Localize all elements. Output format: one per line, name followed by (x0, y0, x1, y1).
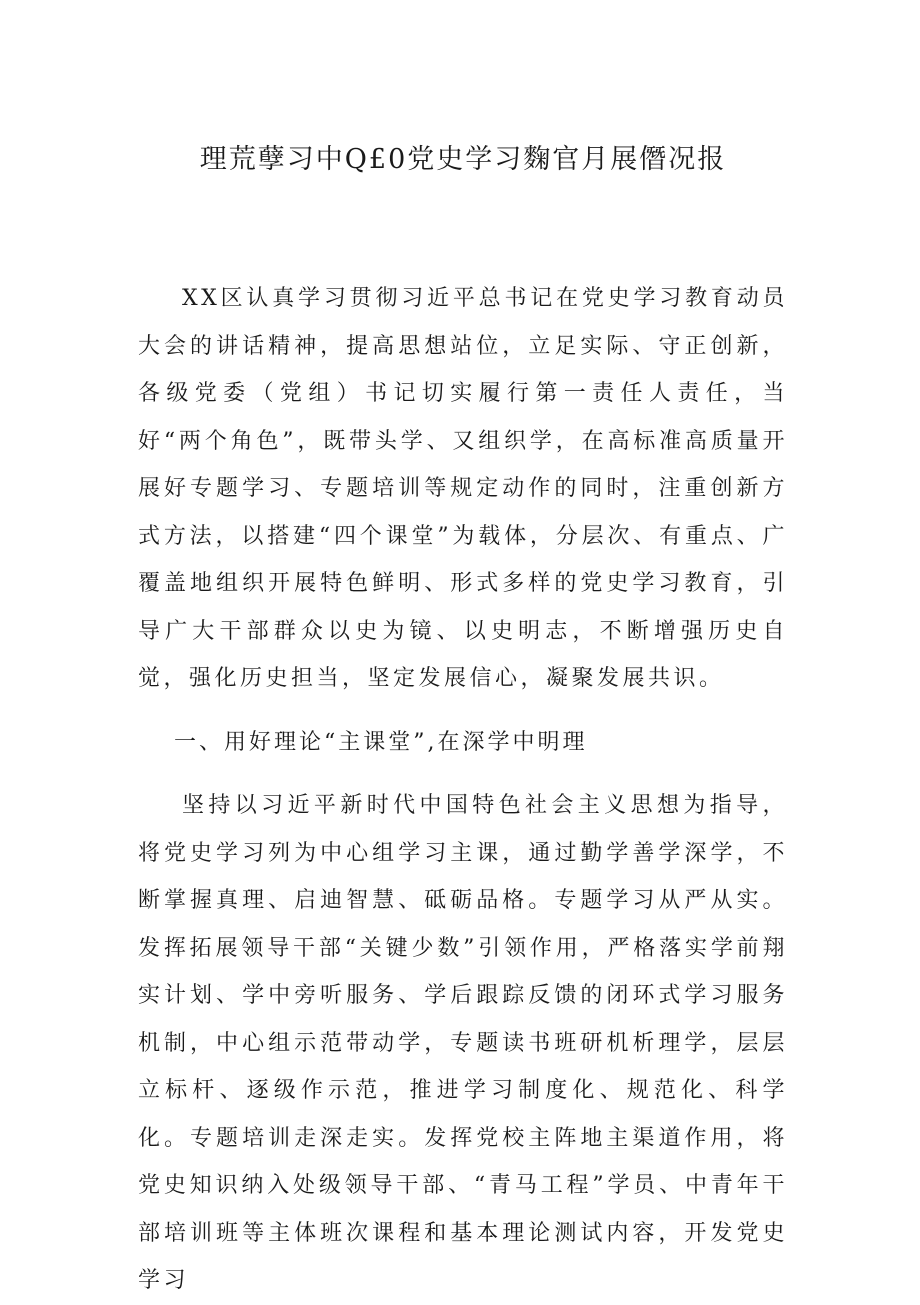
section-heading-1: 一、用好理论“主课堂”,在深学中明理 (174, 729, 588, 755)
section-1-paragraph: 坚持以习近平新时代中国特色社会主义思想为指导，将党史学习列为中心组学习主课，通过勤学善学深学，不断掌握真理、启迪智慧、砥砺品格。专题学习从严从实。发挥拓展领导干部“关键少数”引领作用，严格落实学前翔实计划、学中旁听服务、学后跟踪反馈的闭环式学习服务机制，中心组示范带动学，专题读书班研机析理学，层层立标杆、逐级作示范，推进学习制度化、规范化、科学化。专题培训走深走实。发挥党校主阵地主渠道作用，将党史知识纳入处级领导干部、“青马工程”学员、中青年干部培训班等主体班次课程和基本理论测试内容，开发党史学习 (138, 793, 788, 1293)
intro-paragraph: XX区认真学习贯彻习近平总书记在党史学习教育动员大会的讲话精神，提高思想站位，立足实际、守正创新，各级党委（党组）书记切实履行第一责任人责任，当好“两个角色”，既带头学、又组织学，在高标准高质量开展好专题学习、专题培训等规定动作的同时，注重创新方式方法，以搭建“四个课堂”为载体，分层次、有重点、广覆盖地组织开展特色鲜明、形式多样的党史学习教育，引导广大干部群众以史为镜、以史明志，不断增强历史自觉，强化历史担当，坚定发展信心，凝聚发展共识。 (138, 286, 788, 691)
document-body (138, 275, 788, 1305)
document-title: 理荒孽习中Q£0党史学习麴官月展僭况报 (199, 144, 727, 175)
